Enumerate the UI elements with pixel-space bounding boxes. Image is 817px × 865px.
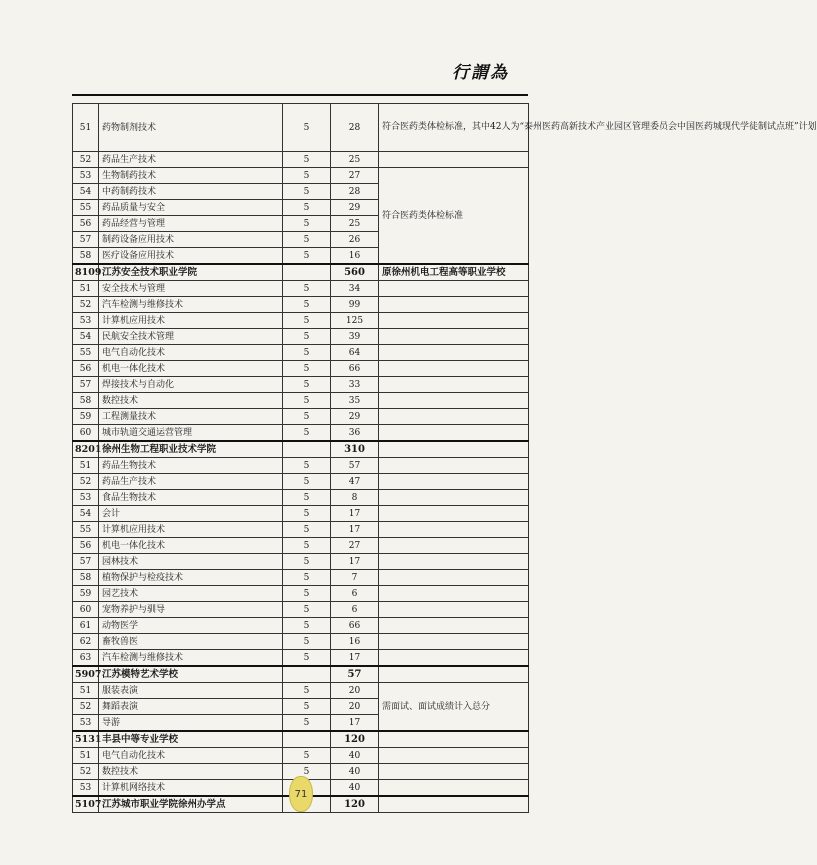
code-cell: 53: [73, 780, 99, 797]
code-cell: 55: [73, 200, 99, 216]
code-cell: 51: [73, 281, 99, 297]
quota-cell: 40: [331, 764, 379, 780]
quota-cell: 66: [331, 618, 379, 634]
code-cell: 51: [73, 104, 99, 152]
code-cell: 53: [73, 490, 99, 506]
quota-cell: 120: [331, 796, 379, 813]
years-cell: 5: [283, 168, 331, 184]
header-decoration: 行謂為: [452, 63, 509, 83]
years-cell: 5: [283, 377, 331, 393]
table-row: [73, 650, 529, 667]
quota-cell: 99: [331, 297, 379, 313]
code-cell: 5907: [73, 666, 99, 683]
table-row: [73, 602, 529, 618]
quota-cell: 20: [331, 699, 379, 715]
code-cell: 52: [73, 699, 99, 715]
quota-cell: 25: [331, 152, 379, 168]
code-cell: 57: [73, 554, 99, 570]
note-cell: [379, 409, 529, 425]
years-cell: 5: [283, 313, 331, 329]
table-row: [73, 748, 529, 764]
code-cell: 56: [73, 216, 99, 232]
years-cell: 5: [283, 490, 331, 506]
quota-cell: 8: [331, 490, 379, 506]
years-cell: 5: [283, 361, 331, 377]
note-cell: 符合医药类体检标准，其中42人为“泰州医药高新技术产业园区管理委员会中国医药城现代学徒制试点班”计划: [379, 104, 529, 152]
school-row: [73, 731, 529, 748]
note-cell: [379, 506, 529, 522]
name-cell: 计算机应用技术: [99, 313, 283, 329]
years-cell: 5: [283, 184, 331, 200]
years-cell: 5: [283, 216, 331, 232]
quota-cell: 7: [331, 570, 379, 586]
school-row: [73, 264, 529, 281]
note-cell: [379, 329, 529, 345]
note-cell: [379, 731, 529, 748]
quota-cell: 64: [331, 345, 379, 361]
quota-cell: 560: [331, 264, 379, 281]
note-cell: [379, 796, 529, 813]
name-cell: 数控技术: [99, 764, 283, 780]
name-cell: 会计: [99, 506, 283, 522]
code-cell: 60: [73, 602, 99, 618]
quota-cell: 47: [331, 474, 379, 490]
code-cell: 57: [73, 377, 99, 393]
name-cell: 计算机网络技术: [99, 780, 283, 797]
quota-cell: 36: [331, 425, 379, 442]
code-cell: 53: [73, 313, 99, 329]
name-cell: 畜牧兽医: [99, 634, 283, 650]
quota-cell: 17: [331, 715, 379, 732]
code-cell: 56: [73, 538, 99, 554]
code-cell: 60: [73, 425, 99, 442]
years-cell: 5: [283, 409, 331, 425]
years-cell: 5: [283, 634, 331, 650]
name-cell: 民航安全技术管理: [99, 329, 283, 345]
code-cell: 59: [73, 409, 99, 425]
years-cell: 5: [283, 248, 331, 265]
quota-cell: 6: [331, 586, 379, 602]
code-cell: 52: [73, 474, 99, 490]
name-cell: 江苏城市职业学院徐州办学点: [99, 796, 283, 813]
years-cell: 5: [283, 152, 331, 168]
quota-cell: 57: [331, 666, 379, 683]
years-cell: 5: [283, 345, 331, 361]
years-cell: 5: [283, 458, 331, 474]
quota-cell: 16: [331, 634, 379, 650]
note-cell: [379, 345, 529, 361]
quota-cell: 125: [331, 313, 379, 329]
quota-cell: 33: [331, 377, 379, 393]
years-cell: [283, 666, 331, 683]
note-cell: [379, 780, 529, 797]
table-row: [73, 345, 529, 361]
quota-cell: 16: [331, 248, 379, 265]
name-cell: 药品质量与安全: [99, 200, 283, 216]
note-cell: [379, 522, 529, 538]
note-cell: [379, 748, 529, 764]
name-cell: 药品生物技术: [99, 458, 283, 474]
note-cell: [379, 666, 529, 683]
code-cell: 61: [73, 618, 99, 634]
quota-cell: 26: [331, 232, 379, 248]
years-cell: 5: [283, 618, 331, 634]
quota-cell: 120: [331, 731, 379, 748]
note-cell: [379, 425, 529, 442]
table-row: [73, 634, 529, 650]
quota-cell: 17: [331, 506, 379, 522]
table-row: [73, 538, 529, 554]
quota-cell: 17: [331, 554, 379, 570]
code-cell: 57: [73, 232, 99, 248]
name-cell: 焊接技术与自动化: [99, 377, 283, 393]
note-cell: [379, 393, 529, 409]
quota-cell: 20: [331, 683, 379, 699]
table-row: [73, 506, 529, 522]
years-cell: 5: [283, 232, 331, 248]
years-cell: 5: [283, 425, 331, 442]
years-cell: 5: [283, 200, 331, 216]
name-cell: 动物医学: [99, 618, 283, 634]
note-cell: [379, 602, 529, 618]
name-cell: 服装表演: [99, 683, 283, 699]
note-cell: [379, 490, 529, 506]
quota-cell: 29: [331, 409, 379, 425]
quota-cell: 28: [331, 184, 379, 200]
table-row: [73, 313, 529, 329]
name-cell: 工程测量技术: [99, 409, 283, 425]
table-row: [73, 297, 529, 313]
code-cell: 5131: [73, 731, 99, 748]
name-cell: 计算机应用技术: [99, 522, 283, 538]
note-cell: 符合医药类体检标准: [379, 168, 529, 265]
name-cell: 宠物养护与驯导: [99, 602, 283, 618]
quota-cell: 27: [331, 538, 379, 554]
quota-cell: 35: [331, 393, 379, 409]
name-cell: 园艺技术: [99, 586, 283, 602]
note-cell: [379, 361, 529, 377]
name-cell: 食品生物技术: [99, 490, 283, 506]
note-cell: [379, 458, 529, 474]
name-cell: 数控技术: [99, 393, 283, 409]
code-cell: 55: [73, 345, 99, 361]
quota-cell: 57: [331, 458, 379, 474]
name-cell: 城市轨道交通运营管理: [99, 425, 283, 442]
code-cell: 52: [73, 764, 99, 780]
quota-cell: 17: [331, 650, 379, 667]
table-row: [73, 393, 529, 409]
code-cell: 51: [73, 683, 99, 699]
years-cell: 5: [283, 570, 331, 586]
code-cell: 55: [73, 522, 99, 538]
name-cell: 药品生产技术: [99, 152, 283, 168]
years-cell: 5: [283, 699, 331, 715]
years-cell: 5: [283, 554, 331, 570]
code-cell: 53: [73, 715, 99, 732]
name-cell: 中药制药技术: [99, 184, 283, 200]
years-cell: [283, 731, 331, 748]
name-cell: 机电一体化技术: [99, 538, 283, 554]
quota-cell: 40: [331, 780, 379, 797]
quota-cell: 17: [331, 522, 379, 538]
name-cell: 电气自动化技术: [99, 345, 283, 361]
note-cell: [379, 377, 529, 393]
years-cell: 5: [283, 506, 331, 522]
table-row: [73, 377, 529, 393]
years-cell: 5: [283, 329, 331, 345]
code-cell: 58: [73, 248, 99, 265]
table-row: [73, 522, 529, 538]
code-cell: 53: [73, 168, 99, 184]
years-cell: 5: [283, 683, 331, 699]
table-row: [73, 361, 529, 377]
code-cell: 52: [73, 297, 99, 313]
name-cell: 医疗设备应用技术: [99, 248, 283, 265]
note-cell: [379, 650, 529, 667]
name-cell: 安全技术与管理: [99, 281, 283, 297]
years-cell: 5: [283, 586, 331, 602]
name-cell: 舞蹈表演: [99, 699, 283, 715]
years-cell: 5: [283, 748, 331, 764]
enrollment-table: [72, 103, 817, 813]
years-cell: 5: [283, 104, 331, 152]
table-row: [73, 554, 529, 570]
table-row: [73, 458, 529, 474]
code-cell: 54: [73, 184, 99, 200]
years-cell: 5: [283, 764, 331, 780]
table-row: [73, 618, 529, 634]
table-row: [73, 104, 529, 152]
name-cell: 园林技术: [99, 554, 283, 570]
name-cell: 汽车检测与维修技术: [99, 297, 283, 313]
school-row: [73, 666, 529, 683]
quota-cell: 39: [331, 329, 379, 345]
name-cell: 导游: [99, 715, 283, 732]
years-cell: [283, 441, 331, 458]
code-cell: 54: [73, 329, 99, 345]
table-row: [73, 490, 529, 506]
quota-cell: 27: [331, 168, 379, 184]
code-cell: 58: [73, 570, 99, 586]
code-cell: 58: [73, 393, 99, 409]
note-cell: [379, 474, 529, 490]
name-cell: 江苏安全技术职业学院: [99, 264, 283, 281]
code-cell: 8201: [73, 441, 99, 458]
note-cell: 原徐州机电工程高等职业学校: [379, 264, 529, 281]
years-cell: 5: [283, 715, 331, 732]
code-cell: 8109: [73, 264, 99, 281]
table-row: [73, 152, 529, 168]
code-cell: 56: [73, 361, 99, 377]
years-cell: 5: [283, 650, 331, 667]
name-cell: 药物制剂技术: [99, 104, 283, 152]
quota-cell: 29: [331, 200, 379, 216]
table-row: [73, 474, 529, 490]
name-cell: 电气自动化技术: [99, 748, 283, 764]
name-cell: 江苏模特艺术学校: [99, 666, 283, 683]
code-cell: 62: [73, 634, 99, 650]
table-body: [73, 104, 817, 813]
years-cell: 5: [283, 393, 331, 409]
code-cell: 54: [73, 506, 99, 522]
table-row: [73, 168, 529, 184]
years-cell: 5: [283, 522, 331, 538]
code-cell: 51: [73, 458, 99, 474]
note-cell: [379, 538, 529, 554]
name-cell: 药品生产技术: [99, 474, 283, 490]
note-cell: [379, 554, 529, 570]
code-cell: 52: [73, 152, 99, 168]
table-row: [73, 425, 529, 442]
name-cell: 徐州生物工程职业技术学院: [99, 441, 283, 458]
note-cell: [379, 441, 529, 458]
name-cell: 机电一体化技术: [99, 361, 283, 377]
years-cell: 5: [283, 297, 331, 313]
note-cell: [379, 152, 529, 168]
years-cell: 5: [283, 602, 331, 618]
name-cell: 生物制药技术: [99, 168, 283, 184]
years-cell: [283, 264, 331, 281]
header-rule: [72, 94, 528, 96]
name-cell: 制药设备应用技术: [99, 232, 283, 248]
note-cell: [379, 570, 529, 586]
table-row: [73, 586, 529, 602]
quota-cell: 66: [331, 361, 379, 377]
table-row: [73, 329, 529, 345]
quota-cell: 28: [331, 104, 379, 152]
name-cell: 丰县中等专业学校: [99, 731, 283, 748]
code-cell: 51: [73, 748, 99, 764]
note-cell: [379, 281, 529, 297]
note-cell: [379, 764, 529, 780]
note-cell: [379, 313, 529, 329]
note-cell: [379, 618, 529, 634]
table-row: [73, 409, 529, 425]
quota-cell: 40: [331, 748, 379, 764]
name-cell: 汽车检测与维修技术: [99, 650, 283, 667]
quota-cell: 6: [331, 602, 379, 618]
years-cell: 5: [283, 474, 331, 490]
note-cell: [379, 634, 529, 650]
note-cell: [379, 586, 529, 602]
name-cell: 药品经营与管理: [99, 216, 283, 232]
code-cell: 5107: [73, 796, 99, 813]
years-cell: 5: [283, 281, 331, 297]
note-cell: 需面试、面试成绩计入总分: [379, 683, 529, 732]
quota-cell: 25: [331, 216, 379, 232]
table-row: [73, 570, 529, 586]
quota-cell: 310: [331, 441, 379, 458]
school-row: [73, 441, 529, 458]
quota-cell: 34: [331, 281, 379, 297]
page-number: 71: [289, 776, 313, 812]
table-row: [73, 281, 529, 297]
code-cell: 59: [73, 586, 99, 602]
name-cell: 植物保护与检疫技术: [99, 570, 283, 586]
code-cell: 63: [73, 650, 99, 667]
years-cell: 5: [283, 538, 331, 554]
table-row: [73, 683, 529, 699]
note-cell: [379, 297, 529, 313]
